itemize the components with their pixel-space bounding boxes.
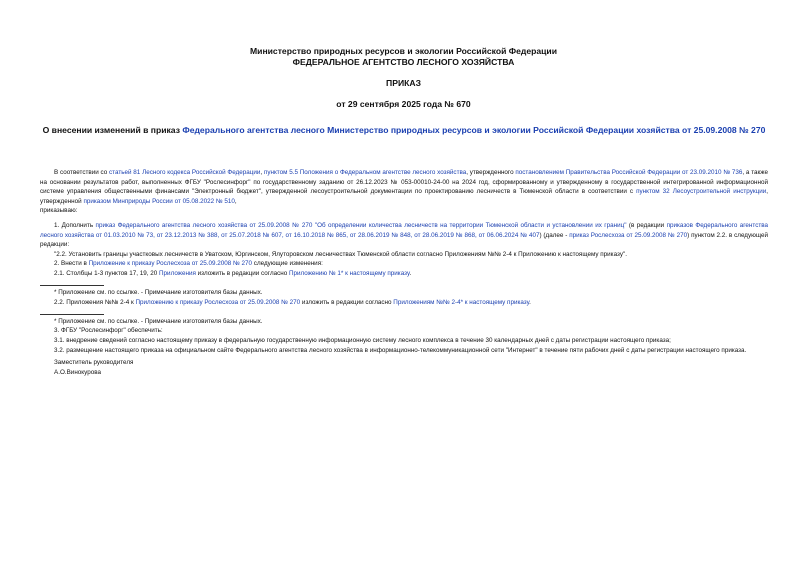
link-government-decree[interactable]: постановлением Правительства Российской Федерации от 23.09.2010 № 736 xyxy=(515,169,743,176)
order-word: приказываю: xyxy=(40,207,78,215)
signature-name: А.О.Винокурова xyxy=(54,368,101,376)
link-minprirody-order[interactable]: приказом Минприроды России от 05.08.2022 № 510 xyxy=(83,197,235,205)
link-amending-orders[interactable]: приказов Федерального агентства лесного хозяйства от 01.03.2010 № 73, от 23.12.2013 № 388, от 25.07.2018 № 607, от 16.10.2018 № 865, от 28.06.2019 № 848, от 28.06.2019 № 868, от 06.06.2024 № 407 xyxy=(40,221,769,239)
document-body xyxy=(40,168,768,377)
doc-title xyxy=(40,124,768,136)
doc-type: ПРИКАЗ xyxy=(386,78,421,88)
text-span: изложить в редакции согласно xyxy=(300,299,394,307)
text-span: , xyxy=(234,197,237,205)
agency-name: ФЕДЕРАЛЬНОЕ АГЕНТСТВО ЛЕСНОГО ХОЗЯЙСТВА xyxy=(292,57,515,67)
text-span: (в редакции xyxy=(626,221,667,229)
link-forest-code[interactable]: статьей 81 Лесного кодекса Российской Федерации xyxy=(109,169,261,176)
link-appendices-2-4[interactable]: Приложениям №№ 2-4* к настоящему приказу xyxy=(393,299,530,307)
text-span: следующие изменения: xyxy=(252,260,323,268)
text-span: изложить в редакции согласно xyxy=(195,269,289,277)
footnote-2: * Приложение см. по ссылке. - Примечание изготовителя базы данных. xyxy=(54,317,263,325)
preamble-paragraph xyxy=(40,168,768,206)
item-2 xyxy=(40,259,768,269)
link-instruction-point[interactable]: пунктом 32 Лесоустроительной инструкции xyxy=(636,188,767,196)
text-span: , утвержденного xyxy=(466,169,516,176)
text-span: 1. Дополнить xyxy=(54,221,96,229)
link-appendix[interactable]: Приложения xyxy=(159,269,196,277)
ministry-name: Министерство природных ресурсов и экологии Российской Федерации xyxy=(250,46,557,56)
text-span: ) (далее - xyxy=(539,231,570,239)
doc-date-number: от 29 сентября 2025 года № 670 xyxy=(336,99,471,109)
item-3-2: 3.2. размещение настоящего приказа на официальном сайте Федерального агентства лесного хозяйства в информационно-телекоммуникационной сети "Интернет" в течение пяти рабочих дней с даты регистрации настоящего приказа. xyxy=(54,346,747,354)
signature-position: Заместитель руководителя xyxy=(54,359,134,367)
text-span: , а также на основании результатов работ, выполненных ФГБУ "Рослесинфорг" по государственному заданию от 26.12.2023 № 053-00010-24-00 на 2024 год, сформированному и утвержденному в государственной интегрированной информационной системе управления общественными финансами "Электронный бюджет", утвержденной лесоустроительной документации по проектированию лесничеств в Тюменской области в соответствии с xyxy=(40,169,768,196)
footnote-divider xyxy=(40,314,104,315)
link-appendix-1[interactable]: Приложению № 1* к настоящему приказу xyxy=(289,269,410,277)
item-1 xyxy=(40,221,768,250)
text-span: 2.2. Приложения №№ 2-4 к xyxy=(54,299,136,307)
footnote-1: * Приложение см. по ссылке. - Примечание изготовителя базы данных. xyxy=(54,288,263,296)
link-appendix-order-270-b[interactable]: Приложению к приказу Рослесхоза от 25.09.2008 № 270 xyxy=(135,299,301,307)
link-regulation-point[interactable]: пунктом 5.5 Положения о Федеральном агентстве лесного хозяйства xyxy=(263,169,467,176)
text-span: , утвержденной xyxy=(40,188,768,205)
item-2-2 xyxy=(40,298,768,308)
item-3: 3. ФГБУ "Рослесинфорг" обеспечить: xyxy=(54,327,163,335)
text-span: , xyxy=(260,169,264,176)
text-span: . xyxy=(529,299,531,307)
text-span: ) пунктом 2.2. в следующей редакции: xyxy=(40,231,768,249)
text-span: . xyxy=(409,269,412,277)
item-2-1 xyxy=(40,269,768,279)
link-appendix-order-270[interactable]: Приложение к приказу Рослесхоза от 25.09.2008 № 270 xyxy=(88,260,253,268)
text-span: В соответствии со xyxy=(54,169,110,176)
item-3-1: 3.1. внедрение сведений согласно настоящему приказу в федеральную государственную информационную систему лесного комплекса в течение 30 календарных дней с даты регистрации настоящего приказа; xyxy=(54,336,671,344)
text-span: 2. Внести в xyxy=(54,260,89,268)
footnote-divider xyxy=(40,285,104,286)
text-span: 2.1. Столбцы 1-3 пунктов 17, 19, 20 xyxy=(54,269,160,277)
title-prefix: О внесении изменений в приказ xyxy=(42,125,183,135)
title-link[interactable]: Федерального агентства лесного Министерство природных ресурсов и экологии Российской Федерации хозяйства от 25.09.2008 № 270 xyxy=(182,125,766,135)
link-order-270-short[interactable]: приказ Рослесхоза от 25.09.2008 № 270 xyxy=(569,231,688,239)
item-1-quote: "2.2. Установить границы участковых лесничеств в Уватском, Юргинском, Ялуторовском лесничествах Тюменской области согласно Приложениям №№ 2-4 к Приложению к настоящему приказу". xyxy=(54,250,627,258)
link-order-270[interactable]: приказ Федерального агентства лесного хозяйства от 25.09.2008 № 270 "Об определении количества лесничеств на территории Тюменской области и установлении их границ" xyxy=(95,221,627,229)
